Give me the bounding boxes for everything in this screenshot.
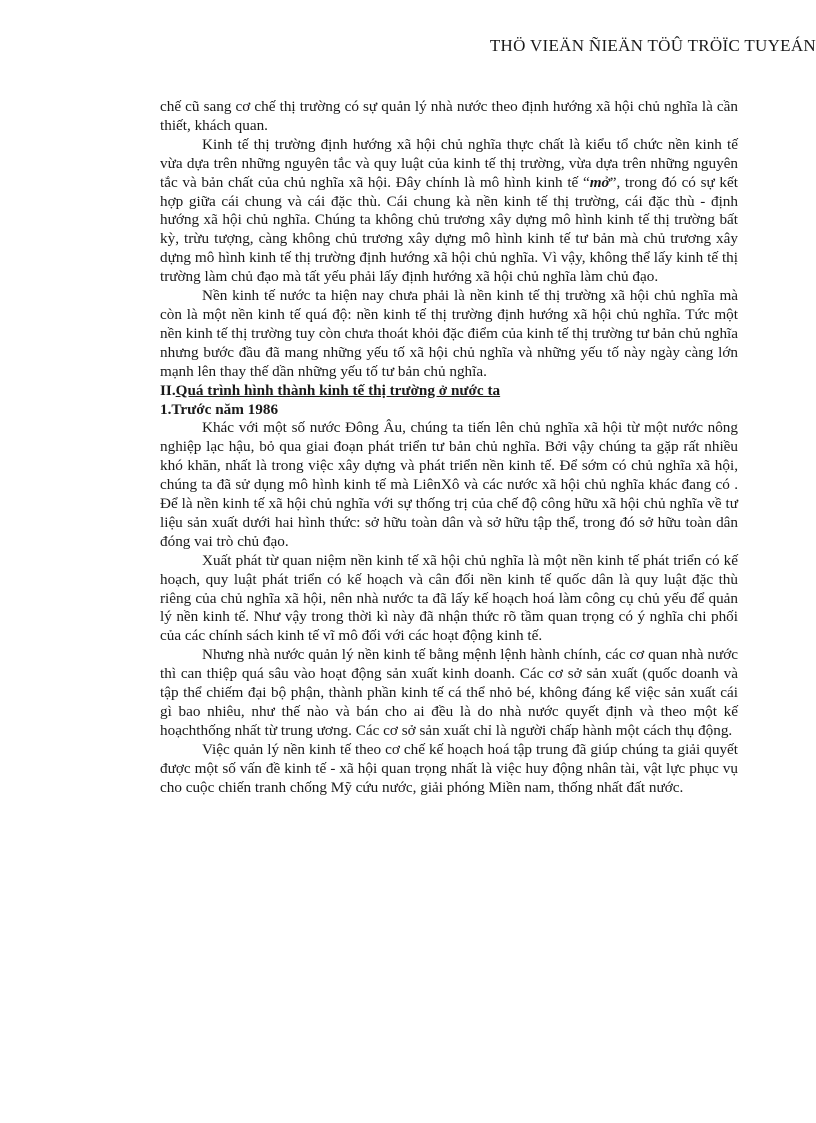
paragraph-continuation: chế cũ sang cơ chế thị trường có sự quản lý nhà nước theo định hướng xã hội chủ nghĩa là cần thiết, khách quan. bbox=[160, 98, 738, 134]
emphasis-text: mở bbox=[589, 173, 610, 191]
paragraph: Khác với một số nước Đông Âu, chúng ta tiến lên chủ nghĩa xã hội từ một nước nông nghiệp lạc hậu, bỏ qua giai đoạn phát triển tư bản chủ nghĩa. Bởi vậy chúng ta gặp rất nhiều khó khăn, nhất là trong việc xây dựng và phát triển nền kinh tế. Để sớm có chủ nghĩa xã hội, chúng ta đã sử dụng mô hình kinh tế mà LiênXô và các nước xã hội chủ nghĩa khác đang có . Để là nền kinh tế xã hội chủ nghĩa với sự thống trị của chế độ công hữu xã hội chủ nghĩa về tư liệu sản xuất dưới hai hình thức: sở hữu toàn dân và sở hữu tập thể, trong đó sở hữu toàn dân đóng vai trò chủ đạo. bbox=[160, 419, 738, 550]
document-body bbox=[160, 98, 738, 798]
page-header-title: THÖ VIEÄN ÑIEÄN TÖÛ TRÖÏC TUYEÁN bbox=[489, 36, 816, 55]
paragraph bbox=[160, 136, 738, 287]
section-heading bbox=[160, 382, 738, 401]
section-title: Quá trình hình thành kinh tế thị trường ở nước ta bbox=[175, 381, 501, 399]
paragraph: Việc quản lý nền kinh tế theo cơ chế kế hoạch hoá tập trung đã giúp chúng ta giải quyết được một số vấn đề kinh tế - xã hội quan trọng nhất là việc huy động nhân tài, vật lực phục vụ cho cuộc chiến tranh chống Mỹ cứu nước, giải phóng Miền nam, thống nhất đất nước. bbox=[160, 740, 738, 796]
paragraph-text: ”, trong đó có sự kết hợp giữa cái chung và cái đặc thù. Cái chung kà nền kinh tế thị trường, cái đặc thù - định hướng xã hội chủ nghĩa. Chúng ta không chủ trương xây dựng mô hình kinh tế thị trường bất kỳ, trừu tượng, càng không chủ trương xây dựng mô hình kinh tế tư bản mà chủ trương xây dựng mô hình kinh tế thị trường định hướng xã hội chủ nghĩa. Vì vậy, không thể lấy kinh tế thị trường làm chủ đạo mà tất yếu phải lấy định hướng xã hội chủ nghĩa làm chủ đạo. bbox=[160, 173, 738, 286]
paragraph: Nền kinh tế nước ta hiện nay chưa phải là nền kinh tế thị trường xã hội chủ nghĩa mà còn là một nền kinh tế quá độ: nền kinh tế thị trường định hướng xã hội chủ nghĩa. Tức một nền kinh tế thị trường tuy còn chưa thoát khỏi đặc điểm của kinh tế thị trường tư bản chủ nghĩa nhưng bước đầu đã mang những yếu tố xã hội chủ nghĩa và những yếu tố này ngày càng lớn mạnh lên thay thế dần những yếu tố tư bản chủ nghĩa. bbox=[160, 287, 738, 380]
subsection-heading: 1.Trước năm 1986 bbox=[160, 400, 279, 418]
paragraph: Xuất phát từ quan niệm nền kinh tế xã hội chủ nghĩa là một nền kinh tế phát triển có kế hoạch, quy luật phát triển có kế hoạch và cân đối nền kinh tế quốc dân là quy luật đặc thù riêng của chủ nghĩa xã hội, nên nhà nước ta đã lấy kế hoạch hoá làm công cụ chủ yếu để quản lý nền kinh tế. Như vậy trong thời kì này đã nhận thức rõ tầm quan trọng có ý nghĩa chi phối của các chính sách kinh tế vĩ mô đối với các hoạt động kinh tế. bbox=[160, 551, 738, 645]
section-number: II. bbox=[160, 381, 176, 399]
paragraph-text: Kinh tế thị trường định hướng xã hội chủ nghĩa thực chất là kiểu tổ chức nền kinh tế vừa dựa trên những nguyên tắc và quy luật của kinh tế thị trường, vừa dựa trên những nguyên tắc và bản chất của chủ nghĩa xã hội. Đây chính là mô hình kinh tế “ bbox=[160, 135, 738, 191]
paragraph: Nhưng nhà nước quản lý nền kinh tế bằng mệnh lệnh hành chính, các cơ quan nhà nước thì can thiệp quá sâu vào hoạt động sản xuất kinh doanh. Các cơ sở sản xuất (quốc doanh và tập thể chiếm đại bộ phận, thành phần kinh tế cá thể nhỏ bé, không đáng kể việc sản xuất cái gì bao nhiêu, như thế nào và bán cho ai đều là do nhà nước quyết định và theo một kế hoạchthống nhất từ trung ương. Các cơ sở sản xuất chỉ là người chấp hành một cách thụ động. bbox=[160, 646, 738, 739]
